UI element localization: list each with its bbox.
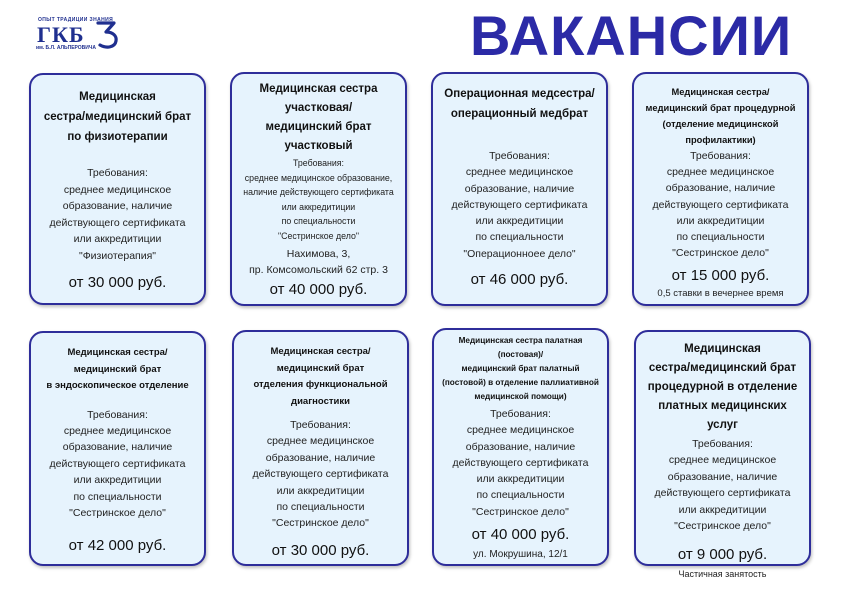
vacancy-requirements: Требования: среднее медицинское образование, наличие действующего сертификата или аккредитиции по специальности "Сестринское дело" <box>252 419 389 530</box>
vacancy-note: Частичная занятость <box>678 569 767 580</box>
vacancy-note: 0,5 ставки в вечернее время <box>657 288 784 300</box>
vacancy-name: Медицинская сестра/ медицинский брат процедурной (отделение медицинской профилактики) <box>645 87 796 145</box>
vacancy-salary: от 40 000 руб. <box>471 526 570 544</box>
vacancy-card-functional-diagnostics <box>232 330 409 566</box>
vacancy-name: Медицинская сестра/ медицинский брат в эндоскопическое отделение <box>46 347 189 391</box>
vacancy-requirements: Требования: среднее медицинское образование, наличие действующего сертификата или аккредитиции по специальности "Сестринское дело" <box>652 150 789 260</box>
vacancy-salary: от 30 000 руб. <box>271 541 370 559</box>
vacancy-name: Медицинская сестра/медицинский брат по физиотерапии <box>43 91 192 143</box>
vacancy-card-palliative <box>432 328 609 566</box>
logo-tagline: ОПЫТ ТРАДИЦИИ ЗНАНИЯ <box>38 17 114 23</box>
vacancy-requirements: Требования: среднее медицинское образование, наличие действующего сертификата или аккредитиции по специальности "Сестринское дело" <box>243 158 394 241</box>
vacancy-card-paid-services <box>634 330 811 580</box>
vacancy-salary: от 30 000 руб. <box>68 274 167 291</box>
vacancy-address: ул. Мокрушина, 12/1 <box>473 549 568 561</box>
logo-three-icon <box>94 20 120 50</box>
vacancy-requirements: Требования: среднее медицинское образование, наличие действующего сертификата или аккредитиции "Сестринское дело" <box>654 438 791 533</box>
vacancy-requirements: Требования: среднее медицинское образование, наличие действующего сертификата или аккредитиции по специальности "Сестринское дело" <box>49 408 186 519</box>
page-title: ВАКАНСИИ <box>470 4 793 67</box>
vacancy-address: Нахимова, 3, пр. Комсомольский 62 стр. 3 <box>249 248 388 276</box>
vacancy-salary: от 42 000 руб. <box>68 537 167 555</box>
vacancy-salary: от 46 000 руб. <box>470 271 569 289</box>
hospital-logo <box>30 16 130 60</box>
vacancy-requirements: Требования: среднее медицинское образование, наличие действующего сертификата или аккредитиции по специальности "Сестринское дело" <box>452 408 589 518</box>
vacancy-name: Медицинская сестра/медицинский брат процедурной в отделение платных медицинских услуг <box>647 343 798 431</box>
vacancy-card-procedure-prevention <box>632 72 809 306</box>
vacancy-requirements: Требования: среднее медицинское образование, наличие действующего сертификата или аккредитиции "Физиотерапия" <box>49 167 186 262</box>
logo-named: им. Б.Л. АЛЬПЕРОВИЧА <box>36 45 97 51</box>
vacancy-requirements: Требования: среднее медицинское образование, наличие действующего сертификата или аккредитиции по специальности "Операционноее дело" <box>451 150 588 260</box>
vacancy-card-endoscopy <box>29 331 206 566</box>
vacancy-card-district-nurse <box>230 72 407 306</box>
vacancy-salary: от 40 000 руб. <box>269 281 368 298</box>
logo-abbr: ГКБ <box>37 22 85 47</box>
vacancy-salary: от 9 000 руб. <box>677 546 768 564</box>
vacancy-name: Медицинская сестра/ медицинский брат отделения функциональной диагностики <box>253 346 388 407</box>
vacancy-card-physiotherapy <box>29 73 206 305</box>
vacancy-name: Медицинская сестра участковая/ медицинский брат участковый <box>259 83 378 152</box>
vacancy-salary: от 15 000 руб. <box>671 267 770 285</box>
vacancy-name: Медицинская сестра палатная (постовая)/ медицинский брат палатный (постовой) в отделение паллиативной медицинской помощи) <box>442 336 599 401</box>
vacancy-name: Операционная медсестра/ операционный медбрат <box>444 88 595 120</box>
vacancy-card-operating-nurse <box>431 72 608 306</box>
